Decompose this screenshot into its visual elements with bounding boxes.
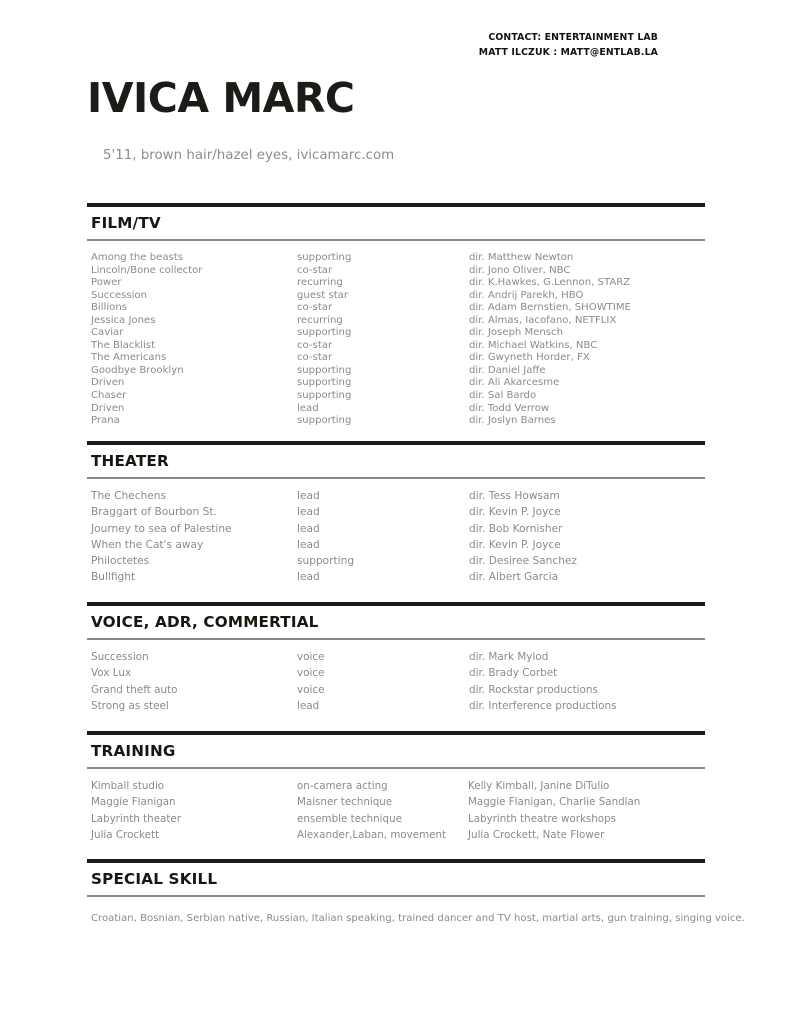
credit-role: supporting <box>297 251 352 263</box>
special-skill-text: Croatian, Bosnian, Serbian native, Russian, Italian speaking, trained dancer and TV host, martial arts, gun training, singing voice. <box>91 912 745 924</box>
credit-title: Julia Crockett <box>91 828 160 841</box>
credit-list-film-tv <box>87 241 705 428</box>
table-row <box>87 415 705 428</box>
credit-role: lead <box>297 538 320 551</box>
credit-role: voice <box>297 683 325 696</box>
contact-block <box>479 30 658 60</box>
credit-role: lead <box>297 506 320 519</box>
physical-description: 5'11, brown hair/hazel eyes, ivicamarc.com <box>103 148 395 163</box>
credit-director: Maggie Flanigan, Charlie Sandlan <box>468 796 641 809</box>
page-title: IVICA MARC <box>87 74 355 122</box>
table-row <box>87 327 705 340</box>
credit-title: Chaser <box>91 389 127 401</box>
credit-title: The Americans <box>91 352 167 364</box>
table-row <box>87 796 705 812</box>
resume-header <box>87 0 705 122</box>
credit-role: supporting <box>297 364 352 376</box>
table-row <box>87 651 705 667</box>
credit-director: dir. Todd Verrow <box>469 402 550 414</box>
table-row <box>87 700 705 716</box>
credit-director: dir. K.Hawkes, G.Lennon, STARZ <box>469 277 631 289</box>
credit-role: lead <box>297 571 320 584</box>
section-special-skill <box>87 859 745 924</box>
table-row <box>87 780 705 796</box>
credit-role: ensemble technique <box>297 812 402 825</box>
table-row <box>87 813 705 829</box>
credit-role: supporting <box>297 327 352 339</box>
credit-title: Caviar <box>91 327 124 339</box>
credit-title: Prana <box>91 415 120 427</box>
credit-list-theater <box>87 479 705 588</box>
credit-director: dir. Kevin P. Joyce <box>469 538 561 551</box>
credit-director: dir. Sal Bardo <box>469 389 537 401</box>
credit-director: dir. Mark Mylod <box>469 650 549 663</box>
table-row <box>87 315 705 328</box>
section-heading: VOICE, ADR, COMMERTIAL <box>91 613 319 631</box>
credit-title: Grand theft auto <box>91 683 178 696</box>
credit-director: dir. Kevin P. Joyce <box>469 506 561 519</box>
credit-director: dir. Ali Akarcesme <box>469 377 560 389</box>
table-row <box>87 403 705 416</box>
table-row <box>87 523 705 539</box>
credit-list-voice <box>87 640 705 717</box>
credit-role: lead <box>297 402 319 414</box>
table-row <box>87 302 705 315</box>
credit-director: dir. Joseph Mensch <box>469 327 564 339</box>
section-film-tv <box>87 203 705 428</box>
credit-director: Labyrinth theatre workshops <box>468 812 617 825</box>
credit-role: co-star <box>297 264 333 276</box>
table-row <box>87 684 705 700</box>
credit-title: Lincoln/Bone collector <box>91 264 203 276</box>
credit-role: co-star <box>297 352 333 364</box>
special-skill-body <box>87 897 745 924</box>
credit-role: supporting <box>297 377 352 389</box>
table-row <box>87 377 705 390</box>
table-row <box>87 290 705 303</box>
table-row <box>87 252 705 265</box>
credit-director: dir. Almas, Iacofano, NETFLIX <box>469 314 617 326</box>
credit-role: recurring <box>297 314 343 326</box>
credit-title: The Blacklist <box>91 339 156 351</box>
training-list <box>87 769 705 845</box>
table-row <box>87 506 705 522</box>
credit-title: Succession <box>91 650 149 663</box>
credit-role: lead <box>297 489 320 502</box>
credit-director: dir. Rockstar productions <box>469 683 598 696</box>
table-row <box>87 571 705 587</box>
table-row <box>87 390 705 403</box>
credit-role: lead <box>297 522 320 535</box>
resume-content <box>87 0 745 924</box>
table-row <box>87 365 705 378</box>
section-heading: SPECIAL SKILL <box>91 870 218 888</box>
credit-title: Succession <box>91 289 148 301</box>
section-heading: TRAINING <box>91 742 176 760</box>
credit-director: dir. Andrij Parekh, HBO <box>469 289 584 301</box>
table-row <box>87 539 705 555</box>
credit-role: voice <box>297 650 325 663</box>
credit-title: Maggie Flanigan <box>91 796 176 809</box>
credit-title: Vox Lux <box>91 667 132 680</box>
contact-line-2: MATT ILCZUK : MATT@ENTLAB.LA <box>478 47 658 58</box>
credit-role: on-camera acting <box>297 779 388 792</box>
credit-role: recurring <box>297 277 343 289</box>
section-heading: THEATER <box>91 452 169 470</box>
credit-director: dir. Jono Oliver, NBC <box>469 264 571 276</box>
table-row <box>87 490 705 506</box>
credit-director: dir. Albert Garcia <box>469 571 559 584</box>
section-voice-adr-commercial <box>87 602 705 717</box>
credit-role: co-star <box>297 339 333 351</box>
credit-title: Driven <box>91 377 125 389</box>
credit-title: Journey to sea of Palestine <box>91 522 232 535</box>
table-row <box>87 340 705 353</box>
credit-director: dir. Matthew Newton <box>469 251 574 263</box>
table-row <box>87 667 705 683</box>
credit-director: dir. Michael Watkins, NBC <box>469 339 598 351</box>
credit-role: voice <box>297 667 325 680</box>
credit-role: guest star <box>297 289 348 301</box>
credit-title: Labyrinth theater <box>91 812 181 825</box>
credit-title: Power <box>91 277 122 289</box>
credit-director: Kelly Kimball, Janine DiTulio <box>468 779 610 792</box>
credit-title: Bullfight <box>91 571 136 584</box>
table-row <box>87 352 705 365</box>
credit-director: dir. Desiree Sanchez <box>469 555 577 568</box>
credit-role: supporting <box>297 389 352 401</box>
credit-role: co-star <box>297 302 333 314</box>
credit-title: Among the beasts <box>91 251 183 263</box>
contact-line-1: CONTACT: ENTERTAINMENT LAB <box>488 32 658 43</box>
credit-title: Jessica Jones <box>91 314 156 326</box>
credit-title: Braggart of Bourbon St. <box>91 506 217 519</box>
section-training <box>87 731 705 845</box>
credit-title: The Chechens <box>91 489 166 502</box>
table-row <box>87 265 705 278</box>
section-theater <box>87 441 705 588</box>
credit-title: Strong as steel <box>91 700 169 713</box>
credit-director: dir. Daniel Jaffe <box>469 364 546 376</box>
table-row <box>87 829 705 845</box>
credit-role: supporting <box>297 415 352 427</box>
credit-title: Driven <box>91 402 125 414</box>
credit-title: Billions <box>91 302 127 314</box>
credit-role: Maisner technique <box>297 796 393 809</box>
credit-role: supporting <box>297 555 355 568</box>
credit-director: dir. Brady Corbet <box>469 667 558 680</box>
credit-director: dir. Gwyneth Horder, FX <box>469 352 590 364</box>
credit-director: dir. Bob Kornisher <box>469 522 563 535</box>
credit-title: Kimball studio <box>91 779 165 792</box>
credit-title: Philoctetes <box>91 555 150 568</box>
section-heading: FILM/TV <box>91 214 161 232</box>
credit-director: dir. Interference productions <box>469 700 617 713</box>
table-row <box>87 277 705 290</box>
credit-director: dir. Adam Bernstien, SHOWTIME <box>469 302 631 314</box>
credit-title: When the Cat's away <box>91 538 204 551</box>
credit-title: Goodbye Brooklyn <box>91 364 184 376</box>
credit-role: lead <box>297 700 320 713</box>
table-row <box>87 555 705 571</box>
credit-role: Alexander,Laban, movement <box>297 828 447 841</box>
credit-director: dir. Joslyn Barnes <box>469 415 556 427</box>
credit-director: dir. Tess Howsam <box>469 489 560 502</box>
credit-director: Julia Crockett, Nate Flower <box>468 828 605 841</box>
